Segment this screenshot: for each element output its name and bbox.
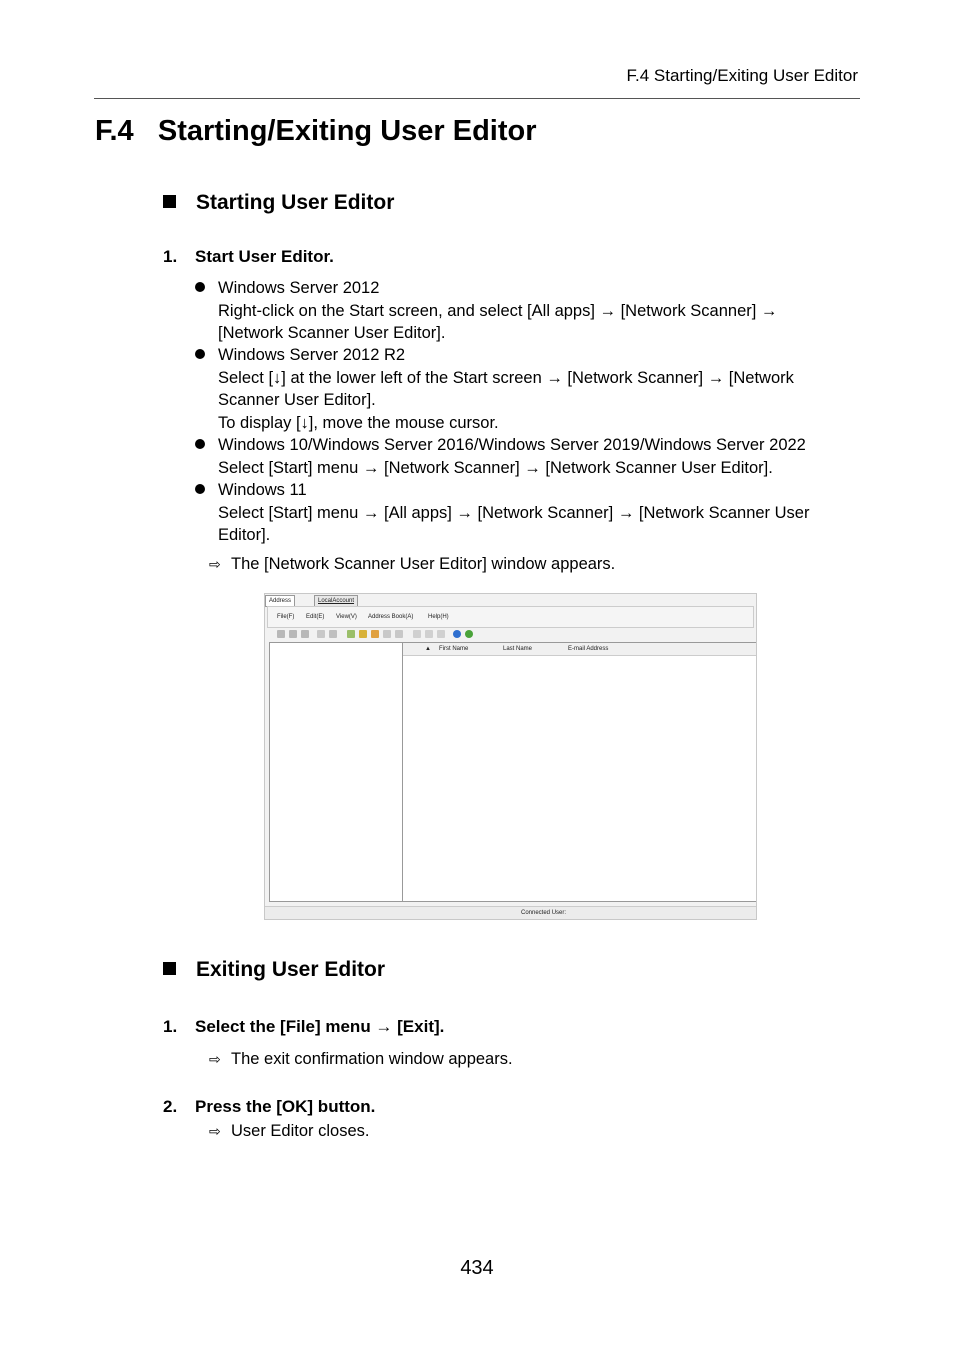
step-press-ok: 2. Press the [OK] button. — [163, 1097, 376, 1116]
column-last-name[interactable]: Last Name — [503, 646, 533, 652]
delete-icon[interactable] — [329, 630, 337, 638]
result-arrow-icon: ⇨ — [209, 556, 221, 572]
square-bullet-icon — [163, 195, 176, 208]
tab-local-account[interactable]: LocalAccount — [314, 595, 358, 607]
result-text: ⇨ User Editor closes. — [209, 1122, 370, 1140]
chapter-title-text: Starting/Exiting User Editor — [157, 115, 537, 147]
step-select-exit: 1. Select the [File] menu → [Exit]. — [163, 1017, 445, 1036]
menu-view[interactable]: View(V) — [336, 614, 357, 620]
bullet-icon — [195, 349, 205, 359]
cut-icon[interactable] — [413, 630, 421, 638]
info-icon[interactable] — [453, 630, 461, 638]
bullet-item: Windows 11 Select [Start] menu → [All apps] → [Network Scanner] → [Network Scanner User Editor]. — [218, 481, 810, 544]
tab-address-book[interactable]: Address — [265, 595, 295, 607]
menu-file[interactable]: File(F) — [277, 614, 295, 620]
copy-icon[interactable] — [425, 630, 433, 638]
square-bullet-icon — [163, 962, 176, 975]
page-number: 434 — [460, 1257, 494, 1279]
folder-icon[interactable] — [371, 630, 379, 638]
section-heading-starting: Starting User Editor — [163, 191, 394, 215]
menu-edit[interactable]: Edit(E) — [306, 614, 325, 620]
edit-icon[interactable] — [317, 630, 325, 638]
import-icon[interactable] — [347, 630, 355, 638]
status-connected-user: Connected User: — [521, 910, 567, 916]
result-text: ⇨ The exit confirmation window appears. — [209, 1050, 513, 1068]
bullet-icon — [195, 282, 205, 292]
tree-pane[interactable] — [269, 642, 403, 902]
new-user-icon[interactable] — [277, 630, 285, 638]
bullet-item: Windows Server 2012 R2 Select [↓] at the lower left of the Start screen → [Network Scanner] → [Network Scanner User Editor]. To display [↓], move the mouse cursor. — [218, 346, 794, 432]
paste-icon[interactable] — [437, 630, 445, 638]
bullet-icon — [195, 439, 205, 449]
new-group-icon[interactable] — [289, 630, 297, 638]
section-heading-exiting: Exiting User Editor — [163, 958, 385, 982]
column-header — [403, 643, 756, 656]
result-arrow-icon: ⇨ — [209, 1051, 221, 1067]
result-arrow-icon: ⇨ — [209, 1123, 221, 1139]
chapter-title — [95, 115, 537, 148]
column-email[interactable]: E-mail Address — [568, 646, 609, 652]
header-rule — [94, 98, 860, 99]
user-list-pane[interactable] — [402, 642, 757, 902]
menu-bar — [267, 606, 754, 628]
sort-up-icon: ▲ — [425, 646, 431, 652]
running-header: F.4 Starting/Exiting User Editor — [626, 66, 858, 85]
export-icon[interactable] — [359, 630, 367, 638]
save-icon[interactable] — [383, 630, 391, 638]
help-icon[interactable] — [465, 630, 473, 638]
status-bar — [265, 906, 756, 919]
menu-address-book[interactable]: Address Book(A) — [368, 614, 414, 620]
toolbar — [267, 628, 754, 640]
column-first-name[interactable]: First Name — [439, 646, 469, 652]
chapter-number: F.4 — [95, 115, 134, 147]
user-editor-screenshot — [264, 593, 757, 920]
bullet-item: Windows Server 2012 Right-click on the Start screen, and select [All apps] → [Network Scanner] → [Network Scanner User Editor]. — [218, 279, 778, 342]
bullet-item: Windows 10/Windows Server 2016/Windows Server 2019/Windows Server 2022 Select [Start] menu → [Network Scanner] → [Network Scanner User Editor]. — [218, 436, 806, 477]
result-text: ⇨ The [Network Scanner User Editor] window appears. — [209, 555, 616, 573]
print-icon[interactable] — [395, 630, 403, 638]
users-icon[interactable] — [301, 630, 309, 638]
menu-help[interactable]: Help(H) — [428, 614, 449, 620]
step-start-user-editor: 1. Start User Editor. — [163, 247, 334, 266]
bullet-icon — [195, 484, 205, 494]
